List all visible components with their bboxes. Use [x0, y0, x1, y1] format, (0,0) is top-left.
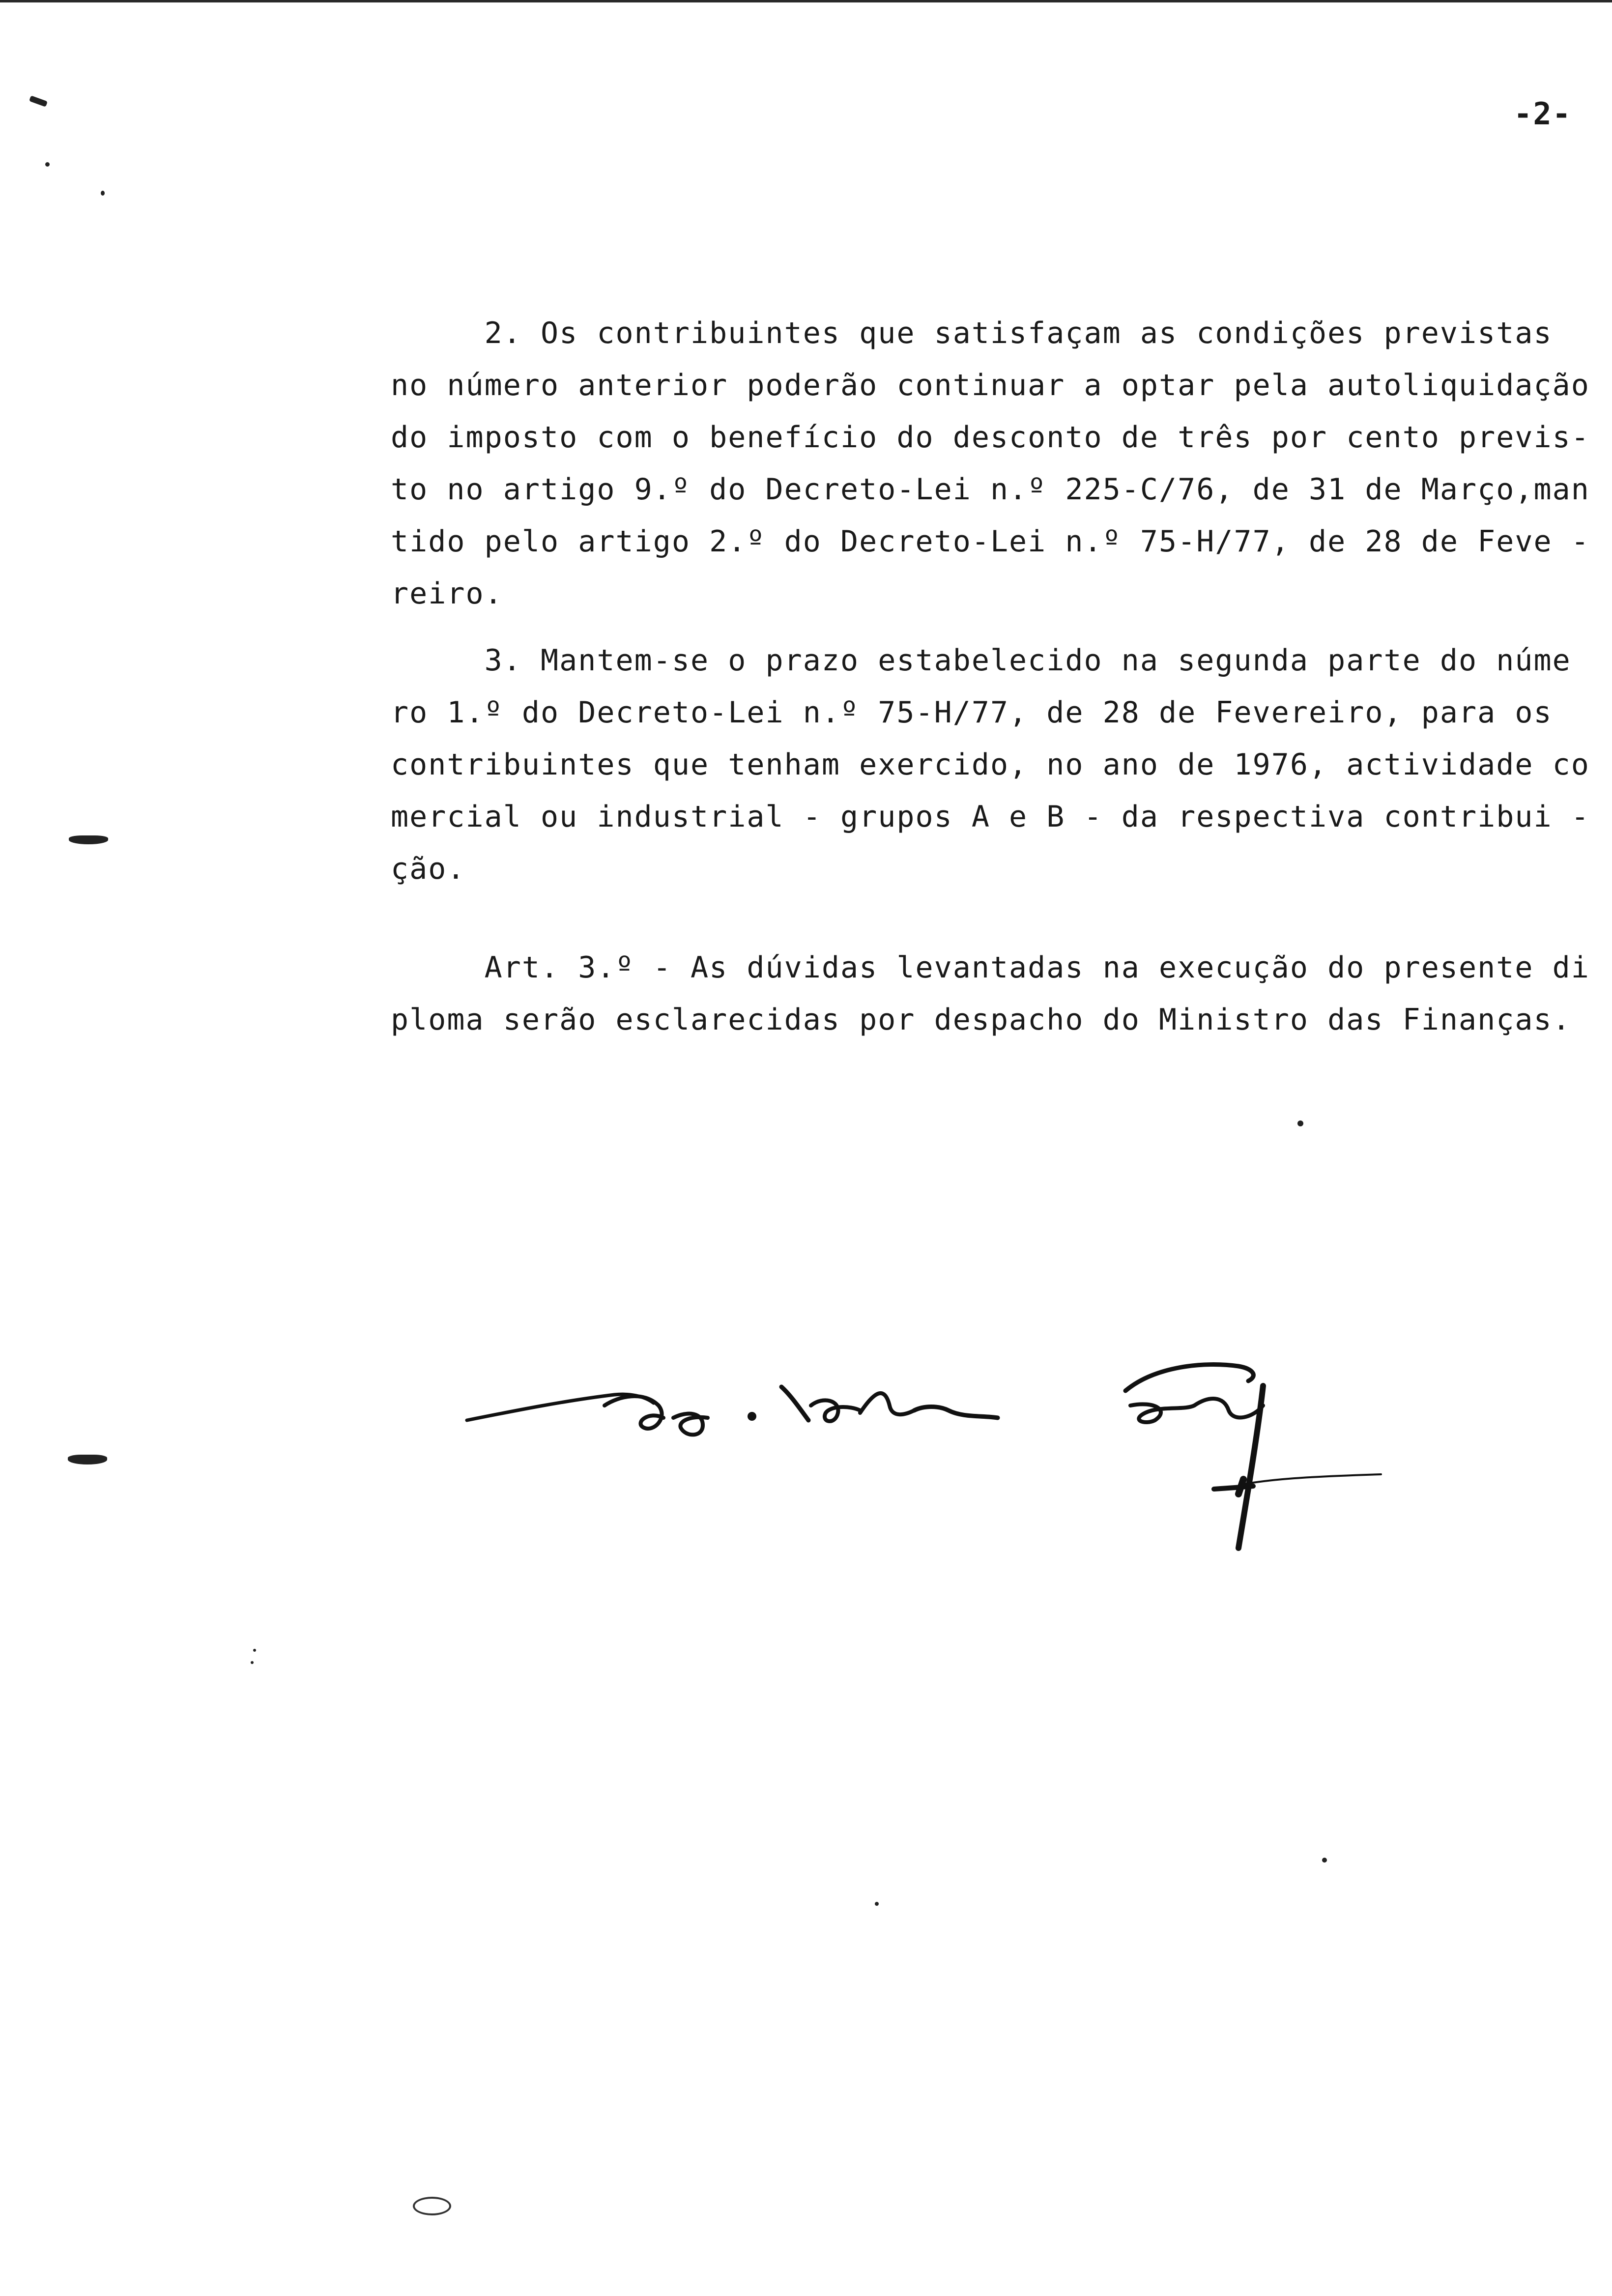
text-line: do imposto com o benefício do desconto de três por cento previs-: [391, 420, 1590, 455]
page-number: -2-: [1514, 96, 1572, 132]
text-line: to no artigo 9.º do Decreto-Lei n.º 225-C/76, de 31 de Março,man: [391, 472, 1590, 507]
scan-speck: [1297, 1120, 1303, 1126]
paragraph-item-3: [391, 634, 1590, 895]
document-body: [391, 307, 1590, 1046]
scan-speck: [1322, 1858, 1327, 1863]
text-line: Art. 3.º - As dúvidas levantadas na execução do presente di: [391, 950, 1590, 985]
scan-speck: [413, 2197, 451, 2215]
scan-speck: [45, 162, 50, 167]
top-border-line: [0, 0, 1612, 2]
text-line: 2. Os contribuintes que satisfaçam as condições previstas: [391, 316, 1553, 350]
text-line: 3. Mantem-se o prazo estabelecido na segunda parte do núme: [391, 643, 1571, 678]
handwritten-signature: [457, 1332, 1391, 1607]
scan-speck: [251, 1661, 254, 1664]
text-line: ção.: [391, 852, 466, 886]
scan-speck: [875, 1902, 879, 1906]
scan-speck: [253, 1649, 256, 1652]
paragraph-item-2: [391, 307, 1590, 620]
text-line: tido pelo artigo 2.º do Decreto-Lei n.º 75-H/77, de 28 de Feve -: [391, 524, 1590, 559]
paragraph-article-3: [391, 942, 1590, 1046]
scan-speck: [29, 95, 48, 107]
scan-speck: [69, 835, 108, 844]
text-line: reiro.: [391, 576, 503, 611]
text-line: ro 1.º do Decreto-Lei n.º 75-H/77, de 28 de Fevereiro, para os: [391, 695, 1553, 730]
paragraph-spacer: [391, 620, 1560, 634]
scan-speck: [101, 191, 105, 196]
paragraph-spacer: [391, 895, 1560, 942]
text-line: mercial ou industrial - grupos A e B - da respectiva contribui -: [391, 800, 1590, 834]
text-line: contribuintes que tenham exercido, no ano de 1976, actividade co: [391, 747, 1590, 782]
text-line: ploma serão esclarecidas por despacho do Ministro das Finanças.: [391, 1003, 1571, 1037]
scan-speck: [68, 1455, 107, 1464]
text-line: no número anterior poderão continuar a optar pela autoliquidação: [391, 368, 1590, 402]
